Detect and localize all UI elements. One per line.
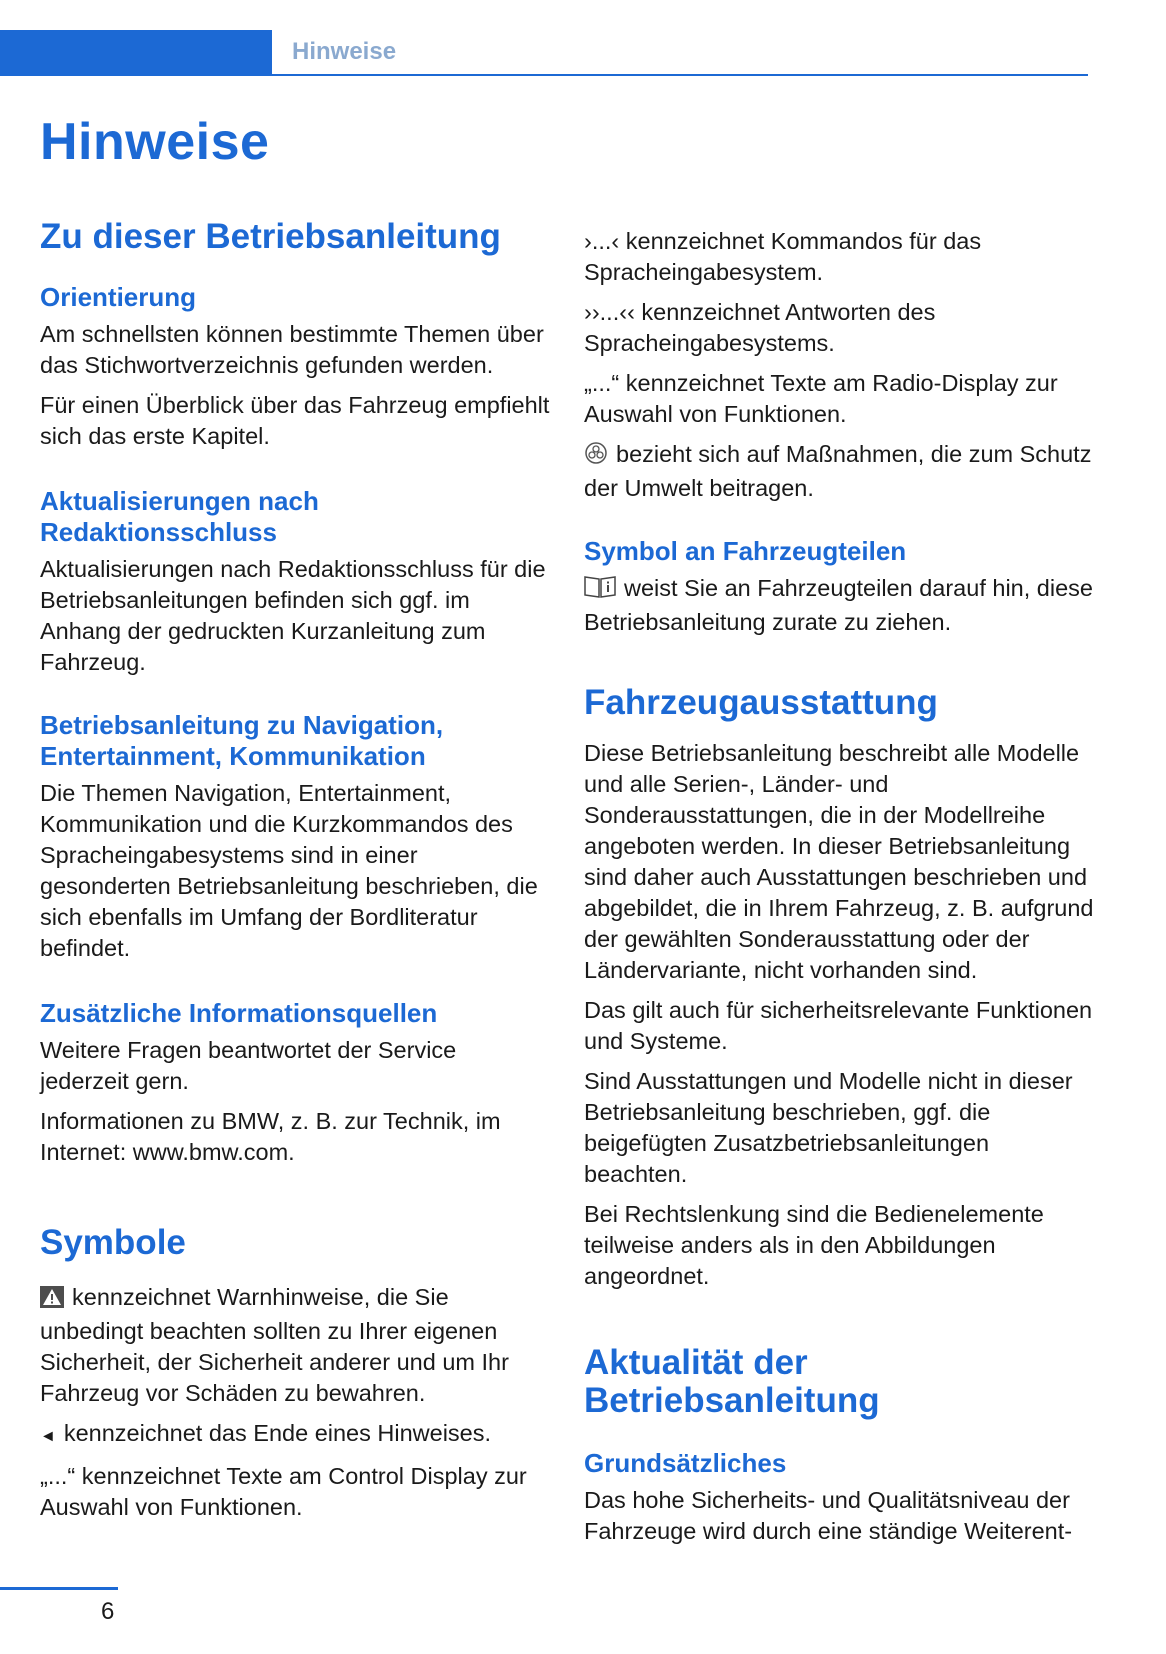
left-column bbox=[40, 218, 550, 1532]
heading-symbols: Symbole bbox=[40, 1223, 186, 1262]
heading-info-sources: Zusätzliche Informationsquellen bbox=[40, 998, 438, 1028]
heading-orientation: Orientierung bbox=[40, 282, 197, 312]
paragraph-radio-display: „...“ kennzeichnet Texte am Radio-Display zur Auswahl von Funktionen. bbox=[584, 370, 1058, 427]
paragraph-equipment-3: Sind Ausstattungen und Modelle nicht in dieser Betriebsanleitung beschrieben, ggf. die beigefügten Zusatzbetriebsanleitungen beachten. bbox=[584, 1068, 1073, 1187]
heading-basics: Grundsätzliches bbox=[584, 1448, 787, 1478]
paragraph-updates: Aktualisierungen nach Redaktionsschluss für die Betriebsanleitungen befinden sich ggf. im Anhang der gedruckten Kurzanleitung zum Fahrzeug. bbox=[40, 556, 546, 675]
heading-navigation-manual bbox=[40, 710, 550, 772]
footer-rule bbox=[0, 1587, 118, 1590]
paragraph-basics: Das hohe Sicherheits- und Qualitätsniveau der Fahrzeuge wird durch eine ständige Weiterent- bbox=[584, 1487, 1073, 1544]
paragraph-equipment-4: Bei Rechtslenkung sind die Bedienelemente teilweise anders als in den Abbildungen angeordnet. bbox=[584, 1201, 1044, 1289]
heading-manual-currency bbox=[584, 1344, 1094, 1420]
page-title: Hinweise bbox=[40, 113, 270, 171]
paragraph-info-sources-1: Weitere Fragen beantwortet der Service jederzeit gern. bbox=[40, 1037, 457, 1094]
paragraph-symbol-control-display: „...“ kennzeichnet Texte am Control Display zur Auswahl von Funktionen. bbox=[40, 1463, 527, 1520]
paragraph-environment-text: bezieht sich auf Maßnahmen, die zum Schutz der Umwelt beitragen. bbox=[584, 441, 1092, 501]
end-marker-icon: ◄ bbox=[40, 1428, 56, 1445]
paragraph-symbol-warning bbox=[40, 1282, 550, 1409]
manual-book-icon bbox=[584, 575, 616, 607]
paragraph-environment bbox=[584, 439, 1094, 504]
right-column bbox=[584, 226, 1094, 1556]
paragraph-voice-answers: ››...‹‹ kennzeichnet Antworten des Spracheingabesystems. bbox=[584, 299, 936, 356]
paragraph-equipment-2: Das gilt auch für sicherheitsrelevante Funktionen und Systeme. bbox=[584, 997, 1093, 1054]
heading-navigation-line-1: Betriebsanleitung zu Navigation, bbox=[40, 710, 444, 740]
paragraph-symbol-warning-text: kennzeichnet Warnhinweise, die Sie unbedingt beachten sollten zu Ihrer eigenen Sicherheit, der Sicherheit anderer und um Ihr Fahrzeug vor Schäden zu bewahren. bbox=[40, 1284, 509, 1406]
paragraph-symbol-end bbox=[40, 1418, 550, 1452]
paragraph-symbol-end-text: kennzeichnet das Ende eines Hinweises. bbox=[63, 1420, 492, 1446]
heading-vehicle-symbol: Symbol an Fahrzeugteilen bbox=[584, 536, 907, 566]
heading-vehicle-equipment: Fahrzeugausstattung bbox=[584, 683, 938, 722]
heading-about-manual: Zu dieser Betriebsanleitung bbox=[40, 217, 501, 256]
warning-triangle-icon bbox=[40, 1285, 64, 1316]
heading-updates-line-1: Aktualisierungen nach bbox=[40, 486, 319, 516]
paragraph-equipment-1: Diese Betriebsanleitung beschreibt alle Modelle und alle Serien-, Länder- und Sonderausstattungen, die in der Modellreihe angeboten werden. In dieser Betriebsanleitung sind daher auch Ausstattungen beschrieben und abgebildet, die in Ihrem Fahrzeug, z. B. aufgrund der gewählten Sonderausstattung oder der Ländervariante, nicht vorhanden sind. bbox=[584, 740, 1094, 983]
header-accent-bar bbox=[0, 30, 272, 76]
environment-icon bbox=[584, 441, 608, 473]
paragraph-info-sources-2: Informationen zu BMW, z. B. zur Technik, im Internet: www.bmw.com. bbox=[40, 1108, 501, 1165]
header-section-title: Hinweise bbox=[292, 38, 397, 65]
paragraph-voice-commands: ›...‹ kennzeichnet Kommandos für das Spracheingabesystem. bbox=[584, 228, 982, 285]
paragraph-vehicle-symbol bbox=[584, 573, 1094, 638]
heading-navigation-line-2: Entertainment, Kommunikation bbox=[40, 741, 426, 771]
heading-manual-currency-line-1: Aktualität der bbox=[584, 1343, 808, 1382]
paragraph-orientation-1: Am schnellsten können bestimmte Themen über das Stichwortverzeichnis gefunden werden. bbox=[40, 321, 544, 378]
heading-updates bbox=[40, 486, 550, 548]
heading-updates-line-2: Redaktionsschluss bbox=[40, 517, 277, 547]
paragraph-vehicle-symbol-text: weist Sie an Fahrzeugteilen darauf hin, diese Betriebsanleitung zurate zu ziehen. bbox=[584, 575, 1093, 635]
paragraph-navigation: Die Themen Navigation, Entertainment, Kommunikation und die Kurzkommandos des Spracheingabesystems sind in einer gesonderten Betriebsanleitung beschrieben, die sich ebenfalls im Umfang der Bordliteratur befindet. bbox=[40, 780, 538, 961]
header-rule bbox=[272, 74, 1088, 76]
page-number: 6 bbox=[101, 1598, 115, 1625]
paragraph-orientation-2: Für einen Überblick über das Fahrzeug empfiehlt sich das erste Kapitel. bbox=[40, 392, 550, 449]
heading-manual-currency-line-2: Betriebsanleitung bbox=[584, 1381, 880, 1420]
